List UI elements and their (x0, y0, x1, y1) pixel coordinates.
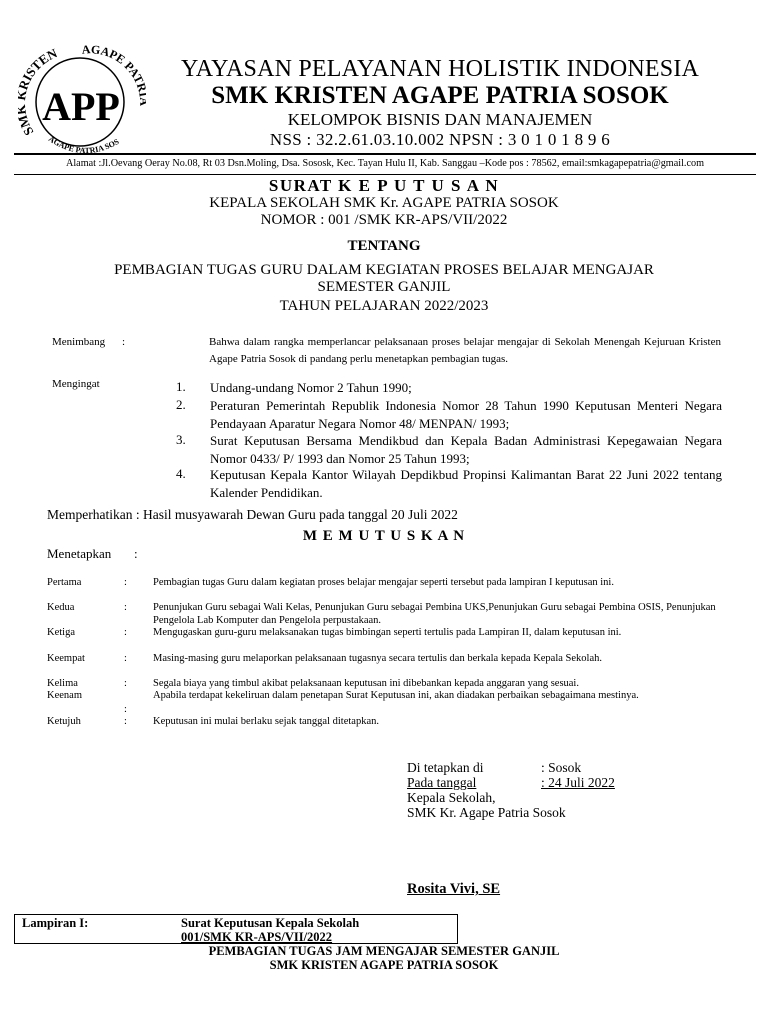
logo-text-right: AGAPE PAT (81, 42, 146, 86)
logo-text-top: S ISTEN (19, 45, 60, 139)
mengingat-num-2: 2. (176, 397, 186, 412)
decision-colon-2: : (124, 602, 127, 613)
mengingat-item-1: Undang-undang Nomor 2 Tahun 1990; (210, 380, 412, 395)
signature-date-label: Pada tanggal (407, 775, 477, 790)
signature-date-value: : 24 Juli 2022 (541, 775, 615, 790)
header-ids: NSS : 32.2.61.03.10.002 NPSN : 3 0 1 0 1 8 9 6 (269, 130, 611, 149)
header-school-name: SMK KRISTEN AGAPE PATRIA SOSOK (211, 82, 669, 109)
lampiran-heading-1: PEMBAGIAN TUGAS JAM MENGAJAR SEMESTER GANJIL (208, 944, 560, 958)
decision-colon-7: : (124, 716, 127, 727)
decision-label-1: Pertama (47, 577, 82, 588)
signature-role: Kepala Sekolah, (407, 790, 496, 805)
school-logo-emblem (18, 40, 146, 156)
decision-text-7: Keputusan ini mulai berlaku sejak tanggal ditetapkan. (153, 716, 379, 727)
header-group: KELOMPOK BISNIS DAN MANAJEMEN (287, 110, 593, 129)
menimbang-text: Bahwa dalam rangka memperlancar pelaksanaan proses belajar mengajar di Sekolah Menengah Kejuruan Kristen Agape Patria Sosok di pandang perlu menetapkan pembagian tugas. (209, 336, 721, 365)
menimbang-label: Menimbang (52, 336, 106, 348)
menetapkan-colon: : (134, 546, 138, 561)
decision-text-1: Pembagian tugas Guru dalam kegiatan proses belajar mengajar seperti tersebut pada lampiran I keputusan ini. (153, 577, 614, 588)
lampiran-desc-1: Surat Keputusan Kepala Sekolah (181, 916, 360, 930)
logo-initials: APP (42, 84, 120, 129)
decision-colon-5: : (124, 678, 127, 689)
mengingat-num-3: 3. (176, 432, 186, 447)
mengingat-item-4: Keputusan Kepala Kantor Wilayah Depdikbud Propinsi Kalimantan Barat 22 Juni 2022 tentang Kalender Pendidikan. (210, 467, 722, 500)
decision-label-4: Keempat (47, 653, 85, 664)
header-address: Alamat :Jl.Oevang Oeray No.08, Rt 03 Dsn.Moling, Dsa. Sososk, Kec. Tayan Hulu II, Kab. Sanggau –Kode pos : 78562, email:smkagapepatria@gmail.com (65, 158, 704, 169)
mengingat-num-4: 4. (176, 466, 186, 481)
decision-text-6: Apabila terdapat kekeliruan dalam penetapan Surat Keputusan ini, akan diadakan perbaikan sebagaimana mestinya. (153, 690, 639, 701)
signature-place-value: : Sosok (541, 760, 582, 775)
decree-subject-line2: SEMESTER GANJIL (317, 279, 451, 295)
school-logo (18, 40, 146, 156)
signature-name: Rosita Vivi, SE (407, 881, 501, 897)
lampiran-label: Lampiran I: (22, 916, 89, 930)
decision-label-5: Kelima (47, 678, 78, 689)
menimbang-colon: : (122, 336, 126, 348)
logo-text-bottom: AGAPE PATRIA SOS (46, 134, 121, 156)
header-rule-top (14, 153, 756, 155)
mengingat-num-1: 1. (176, 379, 186, 394)
decree-issuer: KEPALA SEKOLAH SMK Kr. AGAPE PATRIA SOSOK (209, 195, 559, 211)
mengingat-label: Mengingat (52, 378, 100, 390)
signature-place-label: Di tetapkan di (407, 760, 484, 775)
header-rule-bottom (14, 174, 756, 175)
decision-colon-6: : (124, 704, 127, 715)
decree-title: SURAT K E P U T U S A N (268, 176, 500, 195)
mengingat-item-2: Peraturan Pemerintah Republik Indonesia Nomor 28 Tahun 1990 Keputusan Menteri Negara Pendayaan Aparatur Negara Nomor 48/ MENPAN/ 1993; (210, 398, 722, 431)
decision-colon-4: : (124, 653, 127, 664)
decree-about-label: TENTANG (347, 238, 421, 254)
decision-text-2: Penunjukan Guru sebagai Wali Kelas, Penunjukan Guru sebagai Pembina UKS,Penunjukan Guru sebagai Pembina OSIS, Penunjukan Pengelola Lab Komputer dan Pengelola perpustakaan. (153, 602, 716, 626)
decision-text-5: Segala biaya yang timbul akibat pelaksanaan keputusan ini dibebankan kepada anggaran yang sesuai. (153, 678, 579, 689)
header-foundation: YAYASAN PELAYANAN HOLISTIK INDONESIA (180, 56, 700, 82)
decision-label-6: Keenam (47, 690, 82, 701)
mengingat-item-3: Surat Keputusan Bersama Mendikbud dan Kepala Badan Administrasi Kepegawaian Negara Nomor 0433/ P/ 1993 dan Nomor 25 Tahun 1993; (210, 433, 722, 466)
decision-colon-1: : (124, 577, 127, 588)
decree-number: NOMOR : 001 /SMK KR-APS/VII/2022 (260, 212, 508, 228)
signature-org: SMK Kr. Agape Patria Sosok (407, 805, 566, 820)
lampiran-heading-2: SMK KRISTEN AGAPE PATRIA SOSOK (269, 958, 499, 972)
memutuskan-heading: M E M U T U S K A N (302, 528, 466, 544)
decision-label-2: Kedua (47, 602, 75, 613)
decree-subject-line1: PEMBAGIAN TUGAS GURU DALAM KEGIATAN PROSES BELAJAR MENGAJAR (114, 262, 654, 278)
decision-text-3: Mengugaskan guru-guru melaksanakan tugas bimbingan seperti tertulis pada Lampiran II, dalam keputusan ini. (153, 627, 622, 638)
memperhatikan-text: Memperhatikan : Hasil musyawarah Dewan Guru pada tanggal 20 Juli 2022 (47, 507, 458, 522)
decision-label-7: Ketujuh (47, 716, 81, 727)
decision-text-4: Masing-masing guru melaporkan pelaksanaan tugasnya secara tertulis dan berkala kepada Kepala Sekolah. (153, 653, 602, 664)
decree-subject-line3: TAHUN PELAJARAN 2022/2023 (279, 298, 489, 314)
lampiran-desc-2: 001/SMK KR-APS/VII/2022 (181, 930, 333, 944)
menetapkan-label: Menetapkan (47, 546, 112, 561)
decision-label-3: Ketiga (47, 627, 75, 638)
decision-colon-3: : (124, 627, 127, 638)
